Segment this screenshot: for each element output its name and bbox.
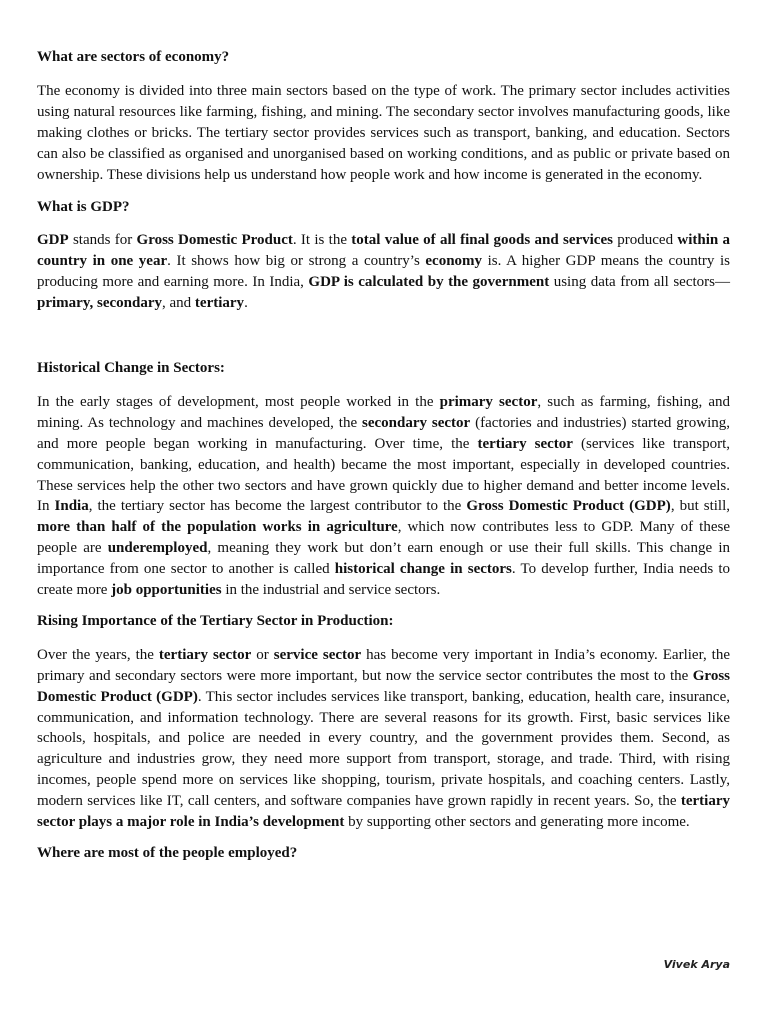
text-run: , but still, (670, 498, 731, 515)
text-run: . (244, 295, 248, 312)
author-signature: Vivek Arya (663, 958, 730, 971)
heading-people-employed: Where are most of the people employed? (37, 845, 298, 861)
paragraph-what-is-gdp (37, 230, 730, 314)
paragraph-sectors-of-economy (37, 81, 730, 186)
bold-text-run: Gross Domestic Product (GDP) (37, 667, 730, 705)
text-run: Over the years, the (37, 646, 159, 663)
bold-text-run: historical change in sectors (334, 561, 512, 578)
text-run: stands for (68, 232, 137, 249)
text-run: , such as farming, fishing, and mining. As technology and machines developed, the (37, 393, 730, 431)
text-run: by supporting other sectors and generating more income. (344, 814, 690, 831)
text-run: (services like transport, communication, banking, education, and health) became the most important, especially in developed countries. These services help the other two sectors and have grown quickly due to higher demand and better income levels. In (37, 435, 730, 515)
text-run: . It shows how big or strong a country’s (167, 253, 426, 270)
bold-text-run: tertiary sector plays a major role in India’s development (37, 793, 730, 831)
text-run: , the tertiary sector has become the largest contributor to the (88, 498, 467, 515)
bold-text-run: within a country in one year (37, 232, 730, 270)
text-run: , meaning they work but don’t earn enough or use their full skills. This change in importance from one sector to another is called (37, 540, 730, 578)
bold-text-run: total value of all final goods and services (351, 232, 613, 249)
text-run: . It is the (292, 232, 352, 249)
text-run: using data from all sectors— (549, 274, 730, 291)
text-run: , and (162, 295, 195, 312)
bold-text-run: job opportunities (111, 582, 222, 599)
text-run: produced (612, 232, 678, 249)
text-run: , which now contributes less to GDP. Many of these people are (37, 519, 730, 557)
bold-text-run: primary sector (439, 393, 538, 410)
document-page (37, 47, 730, 864)
bold-text-run: GDP is calculated by the government (308, 274, 550, 291)
paragraph-historical-change (37, 392, 730, 601)
text-run: . This sector includes services like transport, banking, education, health care, insurance, communication, and information technology. There are several reasons for its growth. First, basic services like schools, hospitals, and police are needed in every country, and the government provides them. Second, as agriculture and industries grow, they need more support from transport, storage, and trade. Third, with rising incomes, people spend more on services like shopping, tourism, private hospitals, and coaching centers. Lastly, modern services like IT, call centers, and software companies have grown rapidly in recent years. So, the (37, 688, 730, 810)
text-run: has become very important in India’s economy. Earlier, the primary and secondary sectors were more important, but now the service sector contributes the most to the (37, 646, 731, 684)
paragraph-tertiary-sector-importance (37, 645, 730, 833)
bold-text-run: service sector (273, 646, 362, 663)
bold-text-run: tertiary (194, 295, 245, 312)
heading-what-is-gdp: What is GDP? (37, 199, 130, 216)
bold-text-run: India (54, 498, 89, 515)
bold-text-run: more than half of the population works in agriculture (37, 519, 398, 536)
text-run: The economy is divided into three main sectors based on the type of work. The primary sector includes activities using natural resources like farming, fishing, and mining. The secondary sector involves manufacturing goods, like making clothes or bricks. The tertiary sector provides services such as transport, banking, and education. Sectors can also be classified as organised and unorganised based on working conditions, and as public or private based on ownership. These divisions help us understand how people work and how income is generated in the economy. (37, 82, 730, 183)
text-run: or (251, 646, 274, 663)
bold-text-run: underemployed (107, 540, 208, 557)
text-run: In the early stages of development, most people worked in the (37, 393, 440, 410)
bold-text-run: economy (425, 253, 483, 270)
bold-text-run: primary, secondary (37, 295, 162, 312)
bold-text-run: Gross Domestic Product (GDP) (466, 498, 671, 515)
text-run: (factories and industries) started growing, and more people began working in manufacturing. Over time, the (37, 414, 730, 452)
text-run: in the industrial and service sectors. (221, 582, 441, 599)
heading-sectors-of-economy: What are sectors of economy? (37, 49, 230, 65)
bold-text-run: tertiary sector (158, 646, 252, 663)
bold-text-run: tertiary sector (477, 435, 573, 452)
bold-text-run: GDP (37, 232, 69, 249)
bold-text-run: Gross Domestic Product (136, 232, 293, 249)
text-run: . To develop further, India needs to create more (37, 561, 730, 599)
bold-text-run: secondary sector (362, 414, 471, 431)
heading-tertiary-sector-importance: Rising Importance of the Tertiary Sector in Production: (37, 612, 394, 629)
heading-historical-change: Historical Change in Sectors: (37, 359, 225, 376)
text-run: is. A higher GDP means the country is producing more and earning more. In India, (37, 253, 730, 291)
